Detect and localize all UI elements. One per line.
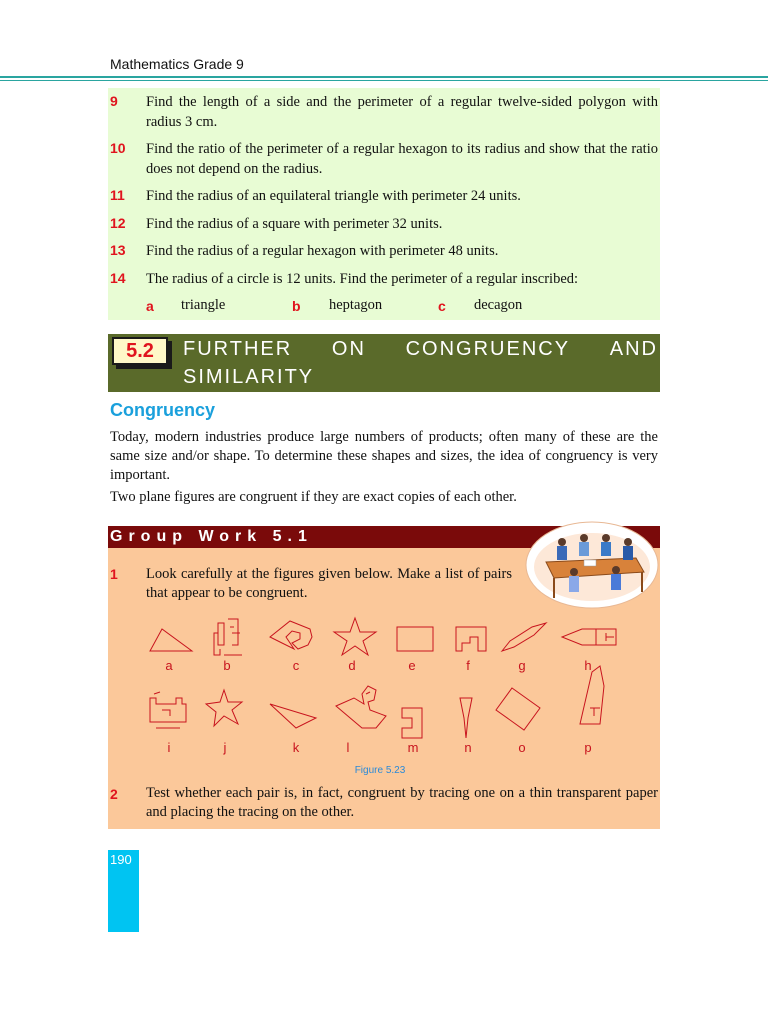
shape-e <box>397 627 433 651</box>
figure-label: d <box>348 658 356 673</box>
shape-b <box>214 619 242 655</box>
exercise-text: The radius of a circle is 12 units. Find the perimeter of a regular inscribed: <box>146 271 579 287</box>
header-rule-thin <box>0 80 768 81</box>
section-title-word: ON <box>331 338 366 360</box>
option-letter: a <box>146 298 154 314</box>
body-paragraph: Today, modern industries produce large numbers of products; often many of these are the same size and/or shape. To determine these shapes and sizes, the idea of congruency is very important. <box>110 429 658 483</box>
figure-label: f <box>466 658 470 673</box>
exercise-box <box>108 88 660 320</box>
shape-a <box>150 629 192 651</box>
figure-label: m <box>407 740 419 755</box>
figure-label: p <box>584 740 592 755</box>
figure-label: j <box>223 740 227 755</box>
shape-f <box>456 627 486 651</box>
shape-i <box>150 692 186 728</box>
subheading: Congruency <box>110 400 216 420</box>
option-text: decagon <box>474 297 523 313</box>
exercise-text: Find the radius of an equilateral triangle with perimeter 24 units. <box>146 188 521 204</box>
shape-g <box>502 623 546 651</box>
section-title-line1 <box>183 338 658 361</box>
exercise-number: 9 <box>110 93 118 109</box>
figure-label: h <box>584 658 592 673</box>
section-title-word: AND <box>609 338 658 360</box>
option-text: heptagon <box>329 297 383 313</box>
exercise-number: 11 <box>110 187 125 203</box>
exercise-number: 13 <box>110 242 126 258</box>
page-number: 190 <box>110 852 132 867</box>
shape-m <box>402 708 422 738</box>
shape-k <box>270 704 316 728</box>
group-work-item-text: Look carefully at the figures given below. Make a list of pairs that appear to be congruent. <box>146 566 512 601</box>
option-letter: c <box>438 298 446 314</box>
option-letter: b <box>292 298 301 314</box>
figure-label: e <box>408 658 416 673</box>
exercise-text: Find the length of a side and the perimeter of a regular twelve-sided polygon with radius 3 cm. <box>146 94 658 130</box>
figure-label: i <box>167 740 171 755</box>
section-title-word: CONGRUENCY <box>405 338 571 360</box>
group-work-item-number: 2 <box>110 786 118 802</box>
figure-label: c <box>292 658 300 673</box>
figure-label: g <box>518 658 526 673</box>
shape-l <box>336 686 386 728</box>
figure-label: k <box>292 740 300 755</box>
shape-o <box>496 688 540 730</box>
shape-j <box>206 690 242 726</box>
running-header-title: Mathematics Grade 9 <box>110 56 244 72</box>
exercise-number: 10 <box>110 140 126 156</box>
body-paragraph: Two plane figures are congruent if they are exact copies of each other. <box>110 489 517 505</box>
shape-h <box>562 629 616 645</box>
exercise-text: Find the radius of a square with perimeter 32 units. <box>146 216 443 232</box>
shape-c <box>270 621 312 649</box>
figure-label: n <box>464 740 472 755</box>
section-title-word: FURTHER <box>183 338 293 360</box>
group-work-item-text: Test whether each pair is, in fact, congruent by tracing one on a thin transparent paper and placing the tracing on the other. <box>146 785 658 820</box>
shape-d <box>334 618 376 655</box>
exercise-text: Find the radius of a regular hexagon with perimeter 48 units. <box>146 243 499 259</box>
option-text: triangle <box>181 297 226 313</box>
figure-label: b <box>223 658 231 673</box>
section-title-line2: SIMILARITY <box>183 366 315 388</box>
shape-n <box>460 698 472 738</box>
figure-shapes-row1 <box>140 615 640 660</box>
header-rule <box>0 76 768 78</box>
exercise-number: 12 <box>110 215 126 231</box>
exercise-text: Find the ratio of the perimeter of a regular hexagon to its radius and show that the ratio does not depend on the radius. <box>146 141 658 177</box>
figure-caption: Figure 5.23 <box>354 765 406 776</box>
figure-label: a <box>165 658 173 673</box>
exercise-number: 14 <box>110 270 126 286</box>
group-work-illustration <box>524 520 660 610</box>
group-work-title: Group Work 5.1 <box>110 528 313 545</box>
group-work-item-number: 1 <box>110 566 118 582</box>
figure-label: l <box>346 740 350 755</box>
figure-label: o <box>518 740 526 755</box>
figure-shapes-row2 <box>140 680 640 740</box>
section-number: 5.2 <box>112 337 168 365</box>
